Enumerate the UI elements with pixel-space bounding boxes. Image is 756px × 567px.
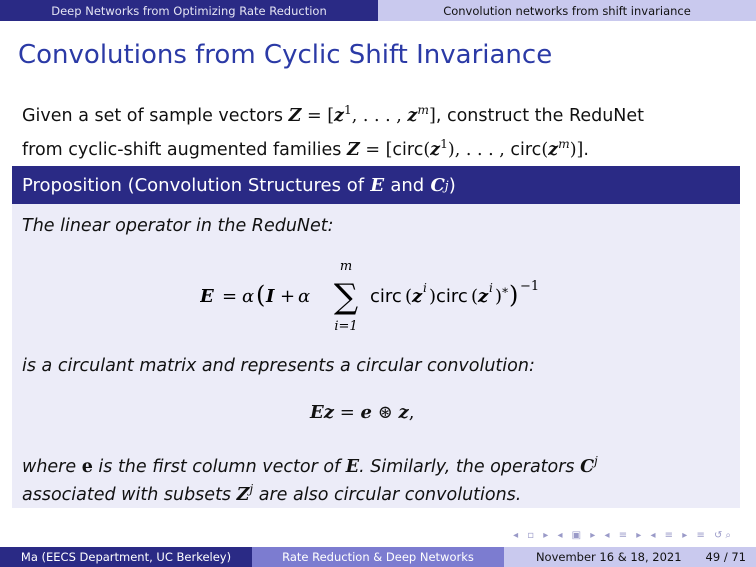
operator-equation	[200, 256, 620, 336]
svg-text:z: z	[412, 286, 423, 307]
svg-text:(: (	[405, 286, 413, 307]
nav-section-icon[interactable]: ◂ ≡ ▸	[604, 530, 645, 541]
nav-search-icon[interactable]: ↺⌕	[714, 530, 734, 541]
nav-subsection-current[interactable]	[378, 0, 756, 21]
svg-text:(: (	[471, 286, 479, 307]
definition-line-2: associated with subsets $Z^j$ are also circular convolutions.	[22, 482, 522, 505]
slide-title: Convolutions from Cyclic Shift Invariance	[18, 40, 553, 70]
svg-text:I: I	[266, 286, 275, 307]
summation-symbol: ∑	[333, 277, 359, 317]
svg-text:(: (	[256, 281, 266, 309]
operator-intro-text: The linear operator in the ReduNet:	[22, 216, 334, 236]
intro-line-1: Given a set of sample vectors $Z = [z^1$, . . . , $z^m$], construct the ReduNet	[22, 103, 645, 126]
svg-text:E: E	[200, 286, 214, 307]
inverse-exponent: −1	[520, 279, 540, 294]
top-navigation-bar	[0, 0, 756, 21]
nav-section-current[interactable]	[0, 0, 378, 21]
beamer-navigation-symbols	[513, 530, 734, 541]
convolution-equation: Ez = e ⊛ z,	[310, 402, 415, 423]
nav-frame-left-icon[interactable]: ◂ ▫ ▸	[513, 530, 552, 541]
nav-align-icon[interactable]: ≡	[696, 530, 708, 541]
footer-page-number: 49 / 71	[705, 550, 746, 564]
nav-frame-right-icon[interactable]: ◂ ≡ ▸	[650, 530, 691, 541]
proposition-header: Proposition (Convolution Structures of E and C j )	[12, 166, 740, 204]
svg-text:=: =	[222, 286, 238, 307]
intro-paragraph	[22, 96, 644, 164]
nav-subsection-icon[interactable]: ◂ ▣ ▸	[557, 530, 599, 541]
sum-lower-limit: i=1	[334, 319, 358, 334]
circulant-statement: is a circulant matrix and represents a circular convolution:	[22, 356, 535, 376]
footer-bar	[0, 547, 756, 567]
footer-author: Ma (EECS Department, UC Berkeley)	[0, 547, 252, 567]
svg-text:+: +	[280, 286, 296, 307]
svg-text:circ: circ	[436, 286, 468, 307]
nav-section-label: Deep Networks from Optimizing Rate Reduction	[51, 3, 327, 18]
sum-upper-limit: m	[339, 259, 353, 274]
svg-text:): )	[495, 286, 503, 307]
svg-text:): )	[509, 281, 519, 309]
svg-text:i: i	[423, 281, 427, 295]
nav-subsection-label: Convolution networks from shift invariance	[443, 3, 691, 18]
svg-text:α: α	[298, 286, 311, 307]
footer-date-page	[504, 547, 756, 567]
svg-text:circ: circ	[370, 286, 402, 307]
svg-text:i: i	[489, 281, 493, 295]
svg-text:z: z	[478, 286, 489, 307]
footer-date: November 16 & 18, 2021	[535, 550, 682, 564]
svg-text:α: α	[242, 286, 255, 307]
proposition-block	[12, 166, 740, 508]
svg-text:∗: ∗	[501, 283, 510, 297]
svg-text:): )	[429, 286, 437, 307]
footer-title: Rate Reduction & Deep Networks	[252, 547, 504, 567]
intro-line-2: from cyclic-shift augmented families $Z = [circ(z^1)$, . . . , $circ(z^m)$].	[22, 136, 589, 160]
definition-line-1: where e is the first column vector of E. Similarly, the operators $C^j$	[22, 454, 598, 477]
